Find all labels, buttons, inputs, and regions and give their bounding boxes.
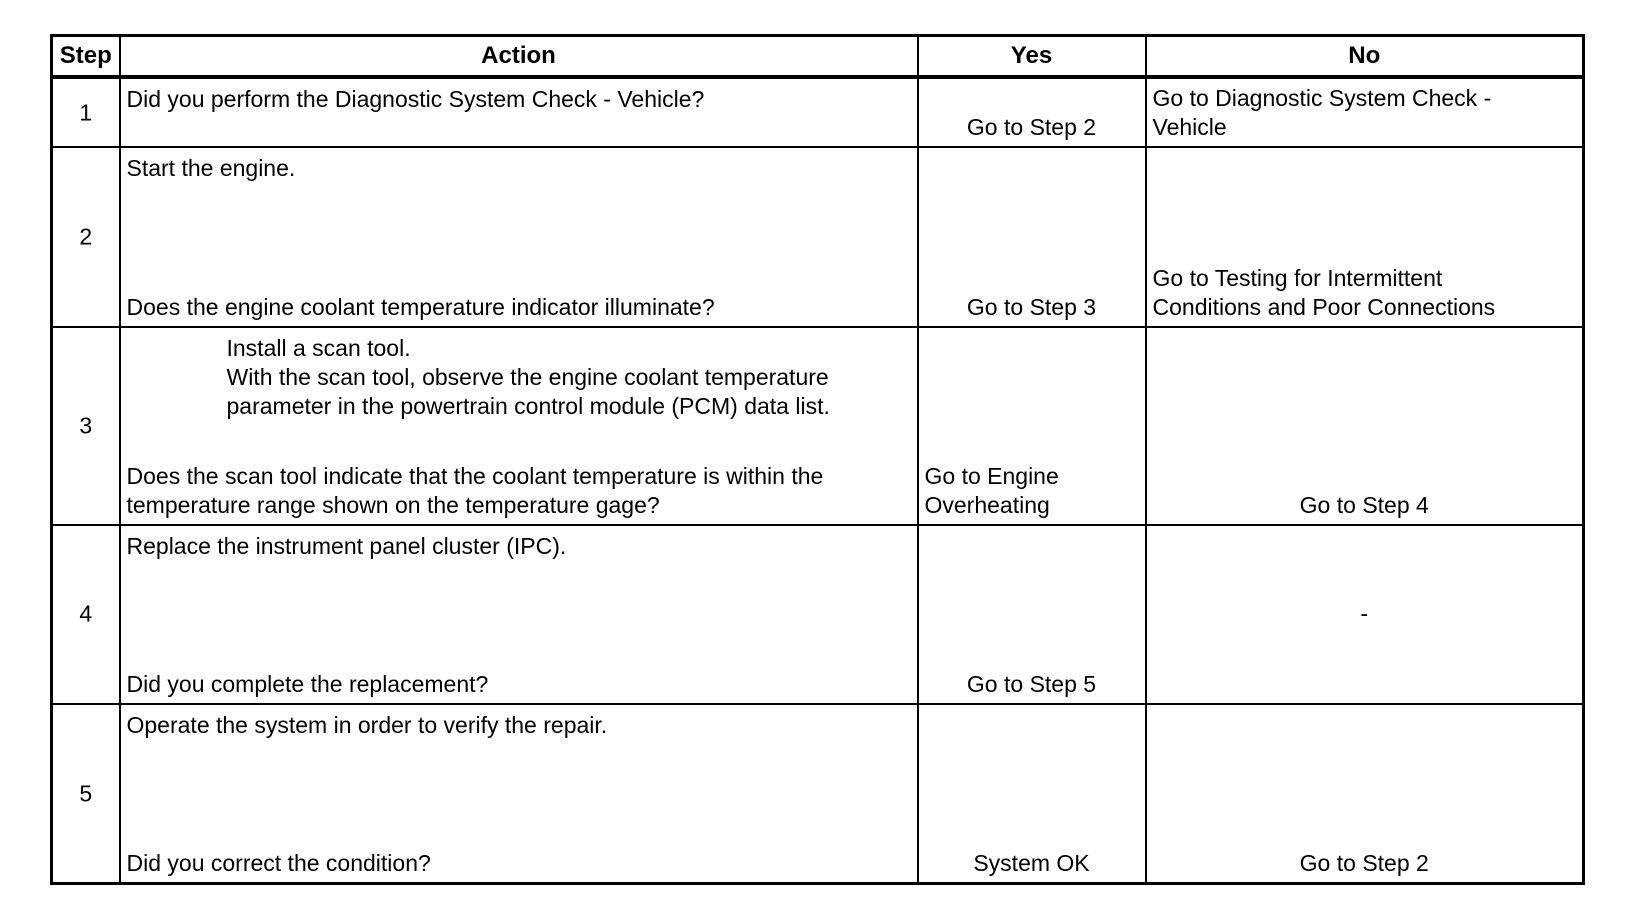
no-cell bbox=[1146, 704, 1584, 884]
action-instruction: Start the engine. bbox=[126, 155, 296, 182]
header-action: Action bbox=[120, 36, 918, 78]
no-text: Go to Diagnostic System Check - Vehicle bbox=[1152, 85, 1492, 141]
header-row bbox=[52, 36, 1584, 78]
yes-text bbox=[925, 462, 1139, 520]
step-number: 4 bbox=[79, 600, 93, 627]
step-cell bbox=[52, 525, 120, 704]
no-cell bbox=[1146, 77, 1584, 147]
yes-text: Go to Step 5 bbox=[966, 671, 1097, 697]
action-cell bbox=[120, 77, 918, 147]
yes-cell bbox=[918, 77, 1146, 147]
yes-cell bbox=[918, 147, 1146, 326]
yes-text: Go to Step 3 bbox=[966, 293, 1097, 320]
table-row bbox=[52, 704, 1584, 884]
action-question: Did you correct the condition? bbox=[126, 850, 431, 876]
action-text: Did you perform the Diagnostic System Check - Vehicle? bbox=[126, 86, 705, 112]
header-yes: Yes bbox=[918, 36, 1146, 78]
table-row bbox=[52, 77, 1584, 147]
table-row bbox=[52, 147, 1584, 326]
no-text-line: Go to Testing for Intermittent bbox=[1152, 264, 1443, 291]
yes-cell bbox=[918, 704, 1146, 884]
step-number: 3 bbox=[79, 412, 93, 439]
step-number: 1 bbox=[79, 99, 93, 126]
no-text-line: Conditions and Poor Connections bbox=[1152, 293, 1496, 320]
step-number: 5 bbox=[79, 780, 93, 806]
header-no: No bbox=[1146, 36, 1584, 78]
no-cell bbox=[1146, 147, 1584, 326]
no-text bbox=[1153, 264, 1577, 322]
yes-text-line: Overheating bbox=[924, 491, 1050, 518]
no-cell bbox=[1146, 327, 1584, 525]
step-cell bbox=[52, 77, 120, 147]
action-cell bbox=[120, 704, 918, 884]
step-cell bbox=[52, 147, 120, 326]
no-text: Go to Step 2 bbox=[1299, 850, 1429, 876]
no-text: Go to Step 4 bbox=[1299, 491, 1429, 518]
action-question bbox=[127, 462, 911, 520]
no-text: - bbox=[1360, 600, 1369, 627]
yes-cell bbox=[918, 525, 1146, 704]
diagnostic-table bbox=[50, 34, 1585, 885]
action-line: temperature range shown on the temperature gage? bbox=[126, 491, 660, 518]
action-line: Install a scan tool. bbox=[226, 334, 411, 361]
yes-cell bbox=[918, 327, 1146, 525]
action-cell bbox=[120, 147, 918, 326]
action-line: Does the scan tool indicate that the coolant temperature is within the bbox=[126, 462, 824, 489]
yes-text: Go to Step 2 bbox=[966, 114, 1097, 141]
table-row bbox=[52, 327, 1584, 525]
action-cell bbox=[120, 327, 918, 525]
yes-text: System OK bbox=[973, 850, 1090, 876]
header-step: Step bbox=[52, 36, 120, 78]
action-instruction: Operate the system in order to verify the repair. bbox=[126, 712, 608, 738]
action-line: parameter in the powertrain control module (PCM) data list. bbox=[226, 392, 830, 419]
step-cell bbox=[52, 327, 120, 525]
action-question: Did you complete the replacement? bbox=[126, 671, 489, 697]
action-instructions bbox=[127, 334, 911, 421]
action-cell bbox=[120, 525, 918, 704]
action-line: With the scan tool, observe the engine coolant temperature bbox=[226, 363, 829, 390]
no-cell bbox=[1146, 525, 1584, 704]
yes-text-line: Go to Engine bbox=[924, 462, 1059, 489]
step-cell bbox=[52, 704, 120, 884]
step-number: 2 bbox=[79, 223, 93, 250]
action-instruction: Replace the instrument panel cluster (IPC). bbox=[126, 532, 567, 559]
table-row bbox=[52, 525, 1584, 704]
action-question: Does the engine coolant temperature indicator illuminate? bbox=[126, 293, 715, 320]
